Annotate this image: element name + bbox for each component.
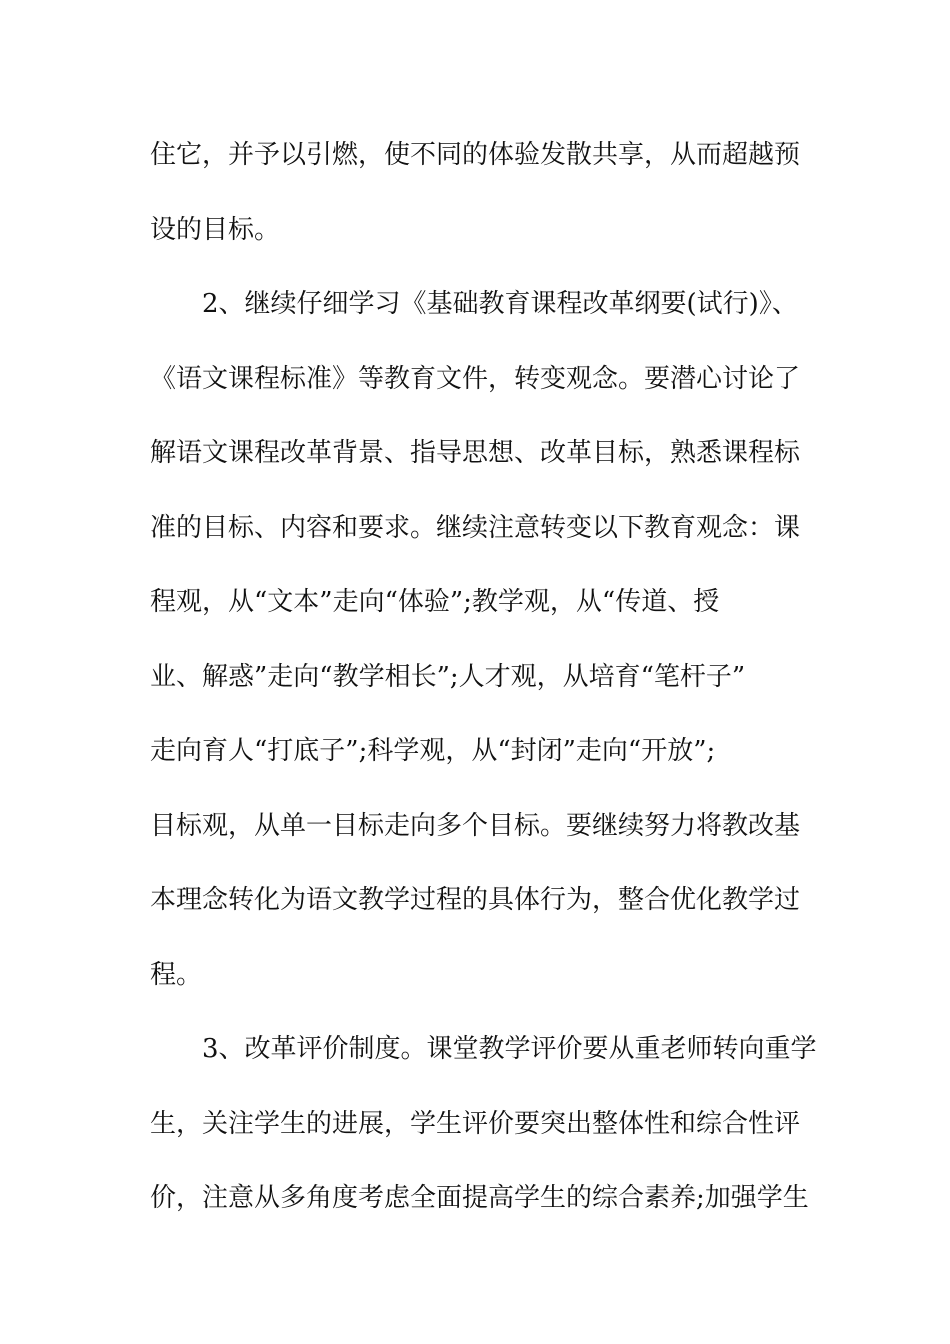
text-line-14: 生，关注学生的进展，学生评价要突出整体性和综合性评 xyxy=(150,1108,801,1139)
text-line-11: 本理念转化为语文教学过程的具体行为，整合优化教学过 xyxy=(150,885,801,915)
document-body xyxy=(150,126,817,1244)
text-line-15: 价，注意从多角度考虑全面提高学生的综合素养;加强学生 xyxy=(150,1183,809,1213)
text-line-8: 业、解惑”走向“教学相长”;人才观，从培育“笔杆子” xyxy=(150,661,746,692)
text-line-6: 准的目标、内容和要求。继续注意转变以下教育观念：课 xyxy=(150,512,801,543)
text-line-2: 设的目标。 xyxy=(150,214,281,245)
text-line-1: 住它，并予以引燃，使不同的体验发散共享，从而超越预 xyxy=(150,140,801,170)
text-line-7: 程观，从“文本”走向“体验”;教学观，从“传道、授 xyxy=(150,587,720,617)
text-line-9: 走向育人“打底子”;科学观，从“封闭”走向“开放”; xyxy=(150,736,716,766)
text-line-4: 《语文课程标准》等教育文件，转变观念。要潜心讨论了 xyxy=(150,363,801,394)
paragraph-2-start: 2、继续仔细学习《基础教育课程改革纲要(试行)》、 xyxy=(202,289,798,319)
text-line-5: 解语文课程改革背景、指导思想、改革目标，熟悉课程标 xyxy=(150,438,801,468)
paragraph-3-start: 3、改革评价制度。课堂教学评价要从重老师转向重学 xyxy=(202,1034,817,1064)
text-line-12: 程。 xyxy=(150,959,203,990)
text-line-10: 目标观，从单一目标走向多个目标。要继续努力将教改基 xyxy=(150,810,801,841)
